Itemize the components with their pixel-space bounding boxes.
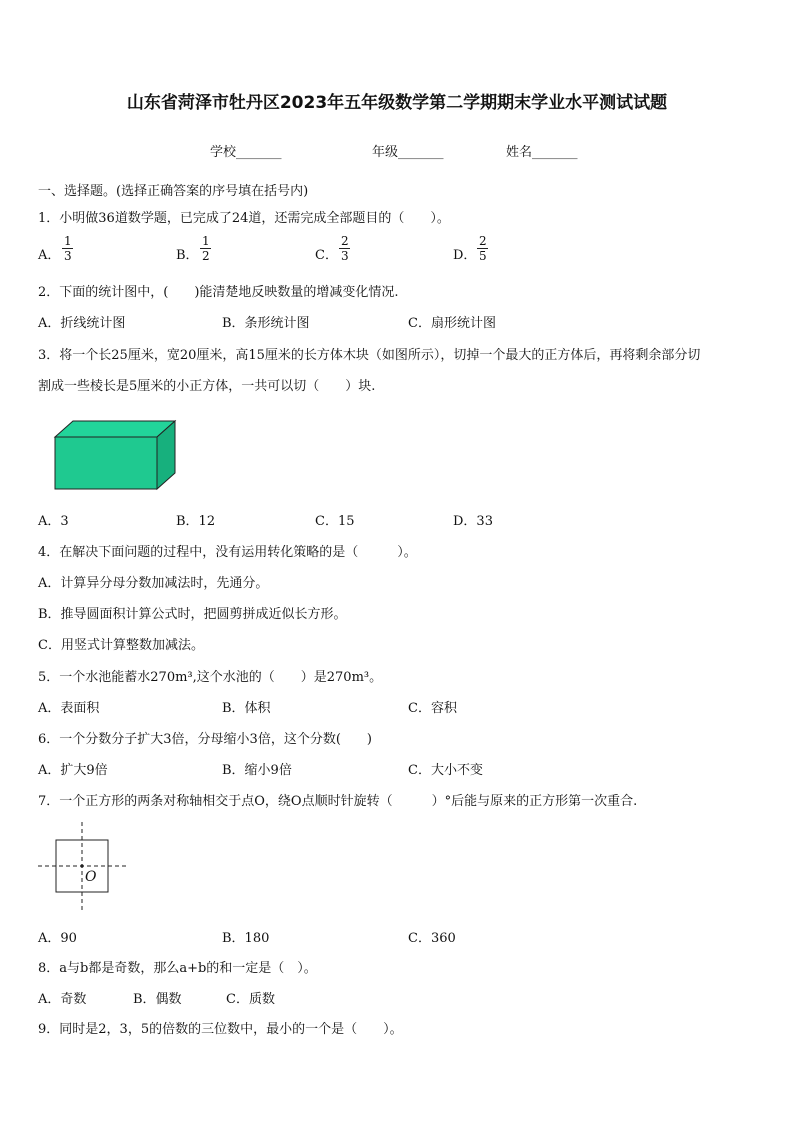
q1-option-c-fraction: [339, 234, 351, 263]
q7-option-a: A．90: [38, 931, 77, 946]
q2-option-c: C．扇形统计图: [408, 316, 496, 331]
cuboid-figure: [55, 419, 177, 491]
q3-option-b: B．12: [176, 514, 216, 529]
question-2: 2．下面的统计图中，( )能清楚地反映数量的增减变化情况.: [38, 285, 399, 300]
center-point: [80, 864, 83, 867]
q6-option-a: A．扩大9倍: [38, 763, 108, 778]
page-title: 山东省菏泽市牡丹区2023年五年级数学第二学期期末学业水平测试试题: [126, 93, 668, 113]
question-3-line-1: 3．将一个长25厘米，宽20厘米，高15厘米的长方体木块（如图所示），切掉一个最大的正方体后，再将剩余部分切: [38, 348, 701, 363]
q7-option-b: B．180: [222, 931, 270, 946]
q2-option-b: B．条形统计图: [222, 316, 310, 331]
fraction-numerator: 1: [64, 234, 72, 248]
q4-option-a: A．计算异分母分数加减法时，先通分。: [38, 576, 269, 591]
question-9: 9．同时是2，3，5的倍数的三位数中，最小的一个是（ ）。: [38, 1022, 403, 1037]
q3-option-d: D．33: [453, 514, 493, 529]
q4-option-b: B．推导圆面积计算公式时，把圆剪拼成近似长方形。: [38, 607, 347, 622]
q5-option-b: B．体积: [222, 701, 271, 716]
section-heading: 一、选择题。(选择正确答案的序号填在括号内): [38, 184, 309, 199]
q6-option-c: C．大小不变: [408, 763, 483, 778]
square-symmetry-figure: [38, 822, 128, 912]
q3-option-c: C．15: [315, 514, 355, 529]
school-field: 学校_______: [210, 145, 282, 160]
q1-option-d-label: D．: [453, 248, 477, 263]
q2-option-a: A．折线统计图: [38, 316, 126, 331]
grade-field: 年级_______: [372, 145, 444, 160]
q8-option-a: A．奇数: [38, 992, 87, 1007]
name-field: 姓名_______: [506, 145, 578, 160]
fraction-denominator: 3: [341, 249, 349, 263]
q1-option-a-label: A．: [38, 248, 61, 263]
q3-option-a: A．3: [38, 514, 69, 529]
q1-option-b-label: B．: [176, 248, 199, 263]
q8-option-c: C．质数: [226, 992, 275, 1007]
question-3-line-2: 割成一些棱长是5厘米的小正方体，一共可以切（ ）块.: [38, 379, 376, 394]
q6-option-b: B．缩小9倍: [222, 763, 292, 778]
q7-option-c: C．360: [408, 931, 456, 946]
fraction-denominator: 2: [202, 249, 210, 263]
q1-option-c-label: C．: [315, 248, 338, 263]
fraction-numerator: 1: [202, 234, 210, 248]
q5-option-c: C．容积: [408, 701, 457, 716]
question-1: 1．小明做36道数学题，已完成了24道，还需完成全部题目的（ ）。: [38, 211, 450, 226]
question-6: 6．一个分数分子扩大3倍，分母缩小3倍，这个分数( ): [38, 732, 372, 747]
question-8: 8．a与b都是奇数，那么a+b的和一定是（ ）。: [38, 961, 317, 976]
q1-option-b-fraction: [200, 234, 212, 263]
question-5: 5．一个水池能蓄水270m³,这个水池的（ ）是270m³。: [38, 670, 383, 685]
fraction-denominator: 3: [64, 249, 72, 263]
fraction-denominator: 5: [479, 249, 487, 263]
question-4: 4．在解决下面问题的过程中，没有运用转化策略的是（ ）。: [38, 545, 417, 560]
cuboid-top-face: [55, 421, 175, 437]
fraction-numerator: 2: [341, 234, 349, 248]
question-7: 7．一个正方形的两条对称轴相交于点O，绕O点顺时针旋转（ ）°后能与原来的正方形第一次重合.: [38, 794, 638, 809]
cuboid-front-face: [55, 437, 157, 489]
fraction-numerator: 2: [479, 234, 487, 248]
q1-option-a-fraction: [62, 234, 74, 263]
q8-option-b: B．偶数: [133, 992, 182, 1007]
q4-option-c: C．用竖式计算整数加减法。: [38, 638, 204, 653]
point-o-label: O: [85, 869, 97, 885]
q5-option-a: A．表面积: [38, 701, 100, 716]
q1-option-d-fraction: [477, 234, 489, 263]
